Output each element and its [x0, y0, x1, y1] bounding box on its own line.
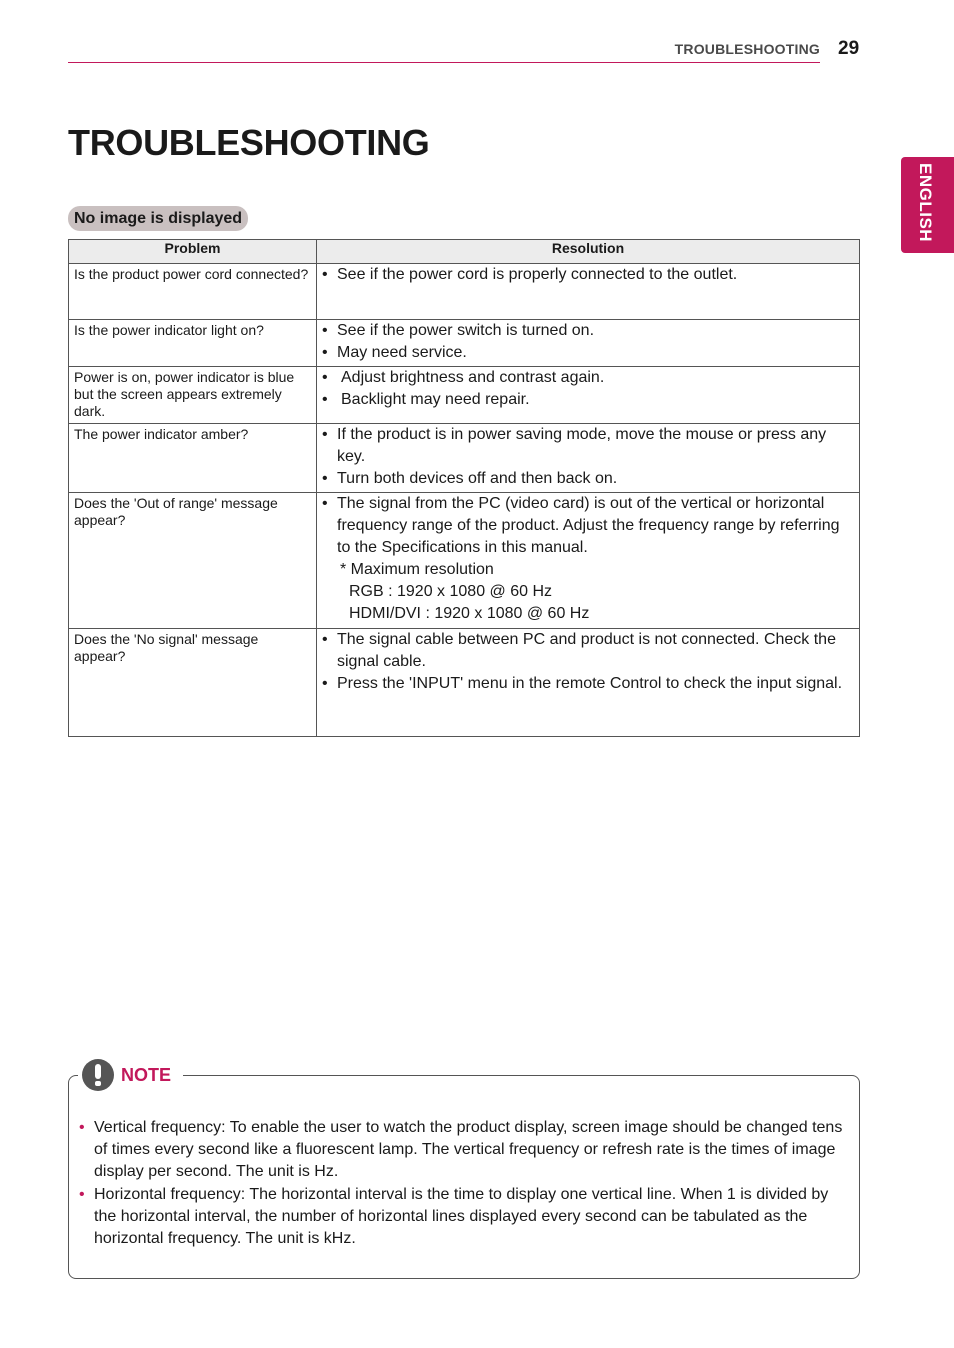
table-header-row	[69, 240, 860, 264]
note-title: NOTE	[121, 1064, 172, 1085]
resolution-item: • May need service.	[322, 342, 851, 364]
resolution-cell	[317, 629, 860, 737]
problem-cell: Is the power indicator light on?	[69, 320, 317, 367]
table-row	[69, 367, 860, 424]
note-header	[78, 1058, 183, 1092]
section-label: No image is displayed	[68, 206, 248, 231]
resolution-cell	[317, 367, 860, 424]
resolution-item: • See if the power switch is turned on.	[322, 320, 851, 342]
page-number: 29	[838, 38, 860, 59]
resolution-item: • The signal from the PC (video card) is out of the vertical or horizontal frequency range of the product. Adjust the frequency range by referring to the Specifications in this manual.	[322, 493, 851, 559]
problem-cell: Does the 'Out of range' message appear?	[69, 493, 317, 629]
header-line	[68, 62, 820, 63]
column-header-problem: Problem	[69, 240, 317, 264]
resolution-item: • If the product is in power saving mode, move the mouse or press any key.	[322, 424, 851, 468]
table-row	[69, 629, 860, 737]
language-tab	[901, 157, 954, 253]
max-resolution-label: * Maximum resolution	[340, 561, 494, 578]
exclamation-icon	[82, 1059, 114, 1091]
language-tab-label: ENGLISH	[916, 163, 935, 243]
problem-cell: Power is on, power indicator is blue but the screen appears extremely dark.	[69, 367, 317, 424]
note-item: • Horizontal frequency: The horizontal interval is the time to display one vertical line. When 1 is divided by the horizontal interval, the number of horizontal lines displayed every second can be tabulated as the horizontal frequency. The unit is kHz.	[78, 1184, 843, 1250]
resolution-item: • Backlight may need repair.	[322, 389, 851, 411]
resolution-item: • Press the 'INPUT' menu in the remote Control to check the input signal.	[322, 673, 851, 695]
troubleshooting-table	[68, 239, 860, 737]
resolution-item: • See if the power cord is properly connected to the outlet.	[322, 264, 851, 286]
header-section-title: TROUBLESHOOTING	[674, 41, 820, 57]
resolution-cell	[317, 264, 860, 320]
problem-cell: Does the 'No signal' message appear?	[69, 629, 317, 737]
resolution-cell	[317, 424, 860, 493]
page-title: TROUBLESHOOTING	[68, 122, 430, 163]
table-row	[69, 493, 860, 629]
rgb-resolution: RGB : 1920 x 1080 @ 60 Hz	[349, 583, 553, 600]
note-list	[78, 1117, 843, 1250]
resolution-item: • Turn both devices off and then back on.	[322, 468, 851, 490]
problem-cell: The power indicator amber?	[69, 424, 317, 493]
table-row	[69, 424, 860, 493]
column-header-resolution: Resolution	[317, 240, 860, 264]
problem-cell: Is the product power cord connected?	[69, 264, 317, 320]
table-row	[69, 264, 860, 320]
hdmi-resolution: HDMI/DVI : 1920 x 1080 @ 60 Hz	[349, 605, 590, 622]
resolution-item: • Adjust brightness and contrast again.	[322, 367, 851, 389]
table-row	[69, 320, 860, 367]
resolution-cell	[317, 493, 860, 629]
resolution-item: • The signal cable between PC and product is not connected. Check the signal cable.	[322, 629, 851, 673]
resolution-cell	[317, 320, 860, 367]
note-item: • Vertical frequency: To enable the user to watch the product display, screen image should be changed tens of times every second like a fluorescent lamp. The vertical frequency or refresh rate is the times of image display per second. The unit is Hz.	[78, 1117, 843, 1183]
